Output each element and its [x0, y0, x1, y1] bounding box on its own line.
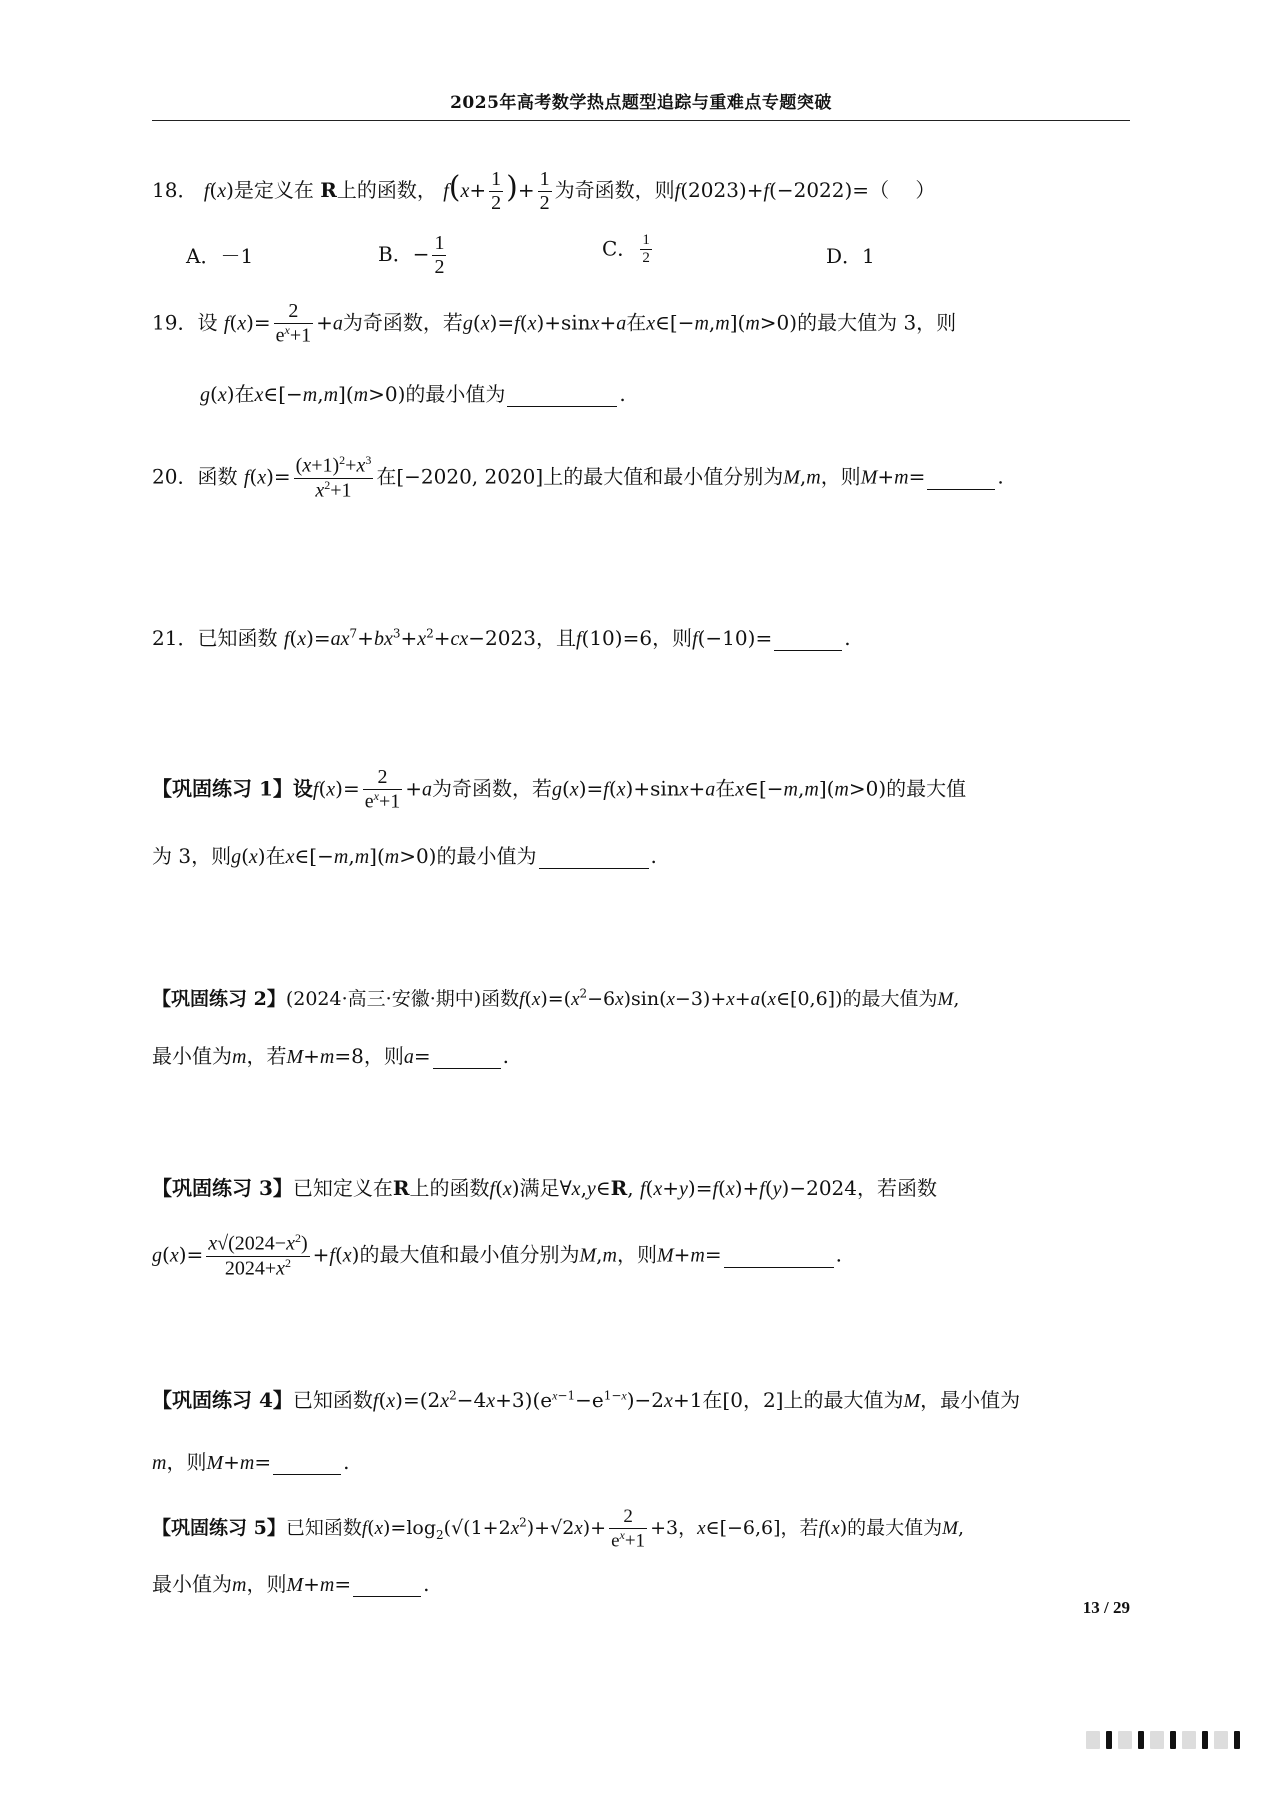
question-20: 20．函数 f(x)= $\frac{(x+1)^2+x^3}{x^2+1}$ 在[−2020, 2020]上的最大值和最小值分别为M,m，则M+m= .: [152, 453, 1004, 502]
practice-4: 【巩固练习 4】已知函数$f(x)=(2x^2-4x+3)(e^{x-1}-e^{1-x})-2x+1$在[0，2]上的最大值为M，最小值为: [152, 1388, 1021, 1412]
p4-answer-blank[interactable]: [273, 1450, 341, 1475]
practice-4-line-2: m，则M+m= .: [152, 1450, 350, 1474]
q18-text-a: 是定义在: [233, 178, 314, 202]
practice-5-line-2: 最小值为m，则M+m= .: [152, 1572, 430, 1596]
q18-answer-paren: （ ）: [869, 178, 936, 202]
practice-1: 【巩固练习 1】设f(x)= $\frac{2}{e^x+1}$ +a为奇函数，若g(x)=f(x)+sinx+a在x∈[−m,m](m>0)的最大值: [152, 766, 967, 813]
q18-option-c: C． $\frac{1}{2}$: [602, 232, 650, 267]
header-divider: [152, 120, 1130, 121]
question-19-line-2: g(x)在x∈[−m,m](m>0)的最小值为 .: [200, 382, 626, 406]
scroll-progress-strip: [1086, 1731, 1240, 1749]
q19-answer-blank[interactable]: [507, 382, 617, 407]
practice-3-line-2: g(x)= $\frac{x√(2024-x^2)}{2024+x^2}$ +f(x)的最大值和最小值分别为M,m，则M+m= .: [152, 1231, 842, 1280]
p1-answer-blank[interactable]: [539, 844, 649, 869]
q18-text-b: 上的函数，: [336, 178, 437, 202]
question-21: 21．已知函数 $f(x)=ax^7+bx^3+x^2+cx-2023$，且f(10)=6，则f(−10)= .: [152, 626, 851, 650]
q18-option-d: D．1: [826, 244, 875, 268]
p3-answer-blank[interactable]: [724, 1243, 834, 1268]
q18-option-b: B．− $\frac{1}{2}$: [378, 232, 445, 278]
question-18: 18． f(x)是定义在 R上的函数， f(x+ $\frac{1}{2}$ )+ $\frac{1}{2}$ 为奇函数，则f(2023)+f(−2022)=（ ）: [152, 168, 936, 214]
practice-2: 【巩固练习 2】(2024·高三·安徽·期中)函数$f(x)=(x^2-6x)\sin(x-3)+x+a(x\in[0,6])$的最大值为M,: [152, 986, 960, 1010]
practice-5: 【巩固练习 5】已知函数$f(x)=\log_2(√(1+2x^2)+√2x)+$ $\frac{2}{e^x+1}$ +3，x∈[−6,6]，若f(x)的最大值为M,: [152, 1506, 965, 1552]
page-header-title: 2025年高考数学热点题型追踪与重难点专题突破: [450, 93, 832, 113]
q18-text-c: 为奇函数，则: [554, 178, 675, 202]
page-number: 13 / 29: [1082, 1598, 1130, 1617]
p2-answer-blank[interactable]: [433, 1044, 501, 1069]
practice-1-line-2: 为 3，则g(x)在x∈[−m,m](m>0)的最小值为 .: [152, 844, 657, 868]
p5-answer-blank[interactable]: [353, 1572, 421, 1597]
q18-fx: f: [203, 180, 210, 202]
q18-option-a: A．－1: [186, 244, 254, 268]
q18-R: R: [320, 178, 337, 202]
q18-number: 18．: [152, 178, 198, 202]
practice-3: 【巩固练习 3】已知定义在R上的函数f(x)满足∀x,y∈R, f(x+y)=f(x)+f(y)−2024，若函数: [152, 1176, 938, 1200]
question-19: 19．设 f(x)= $\frac{2}{e^x+1}$ +a为奇函数，若g(x)=f(x)+sinx+a在x∈[−m,m](m>0)的最大值为 3，则: [152, 300, 957, 347]
q20-answer-blank[interactable]: [927, 465, 995, 490]
q21-answer-blank[interactable]: [774, 626, 842, 651]
practice-2-line-2: 最小值为m，若M+m=8，则a= .: [152, 1044, 509, 1068]
